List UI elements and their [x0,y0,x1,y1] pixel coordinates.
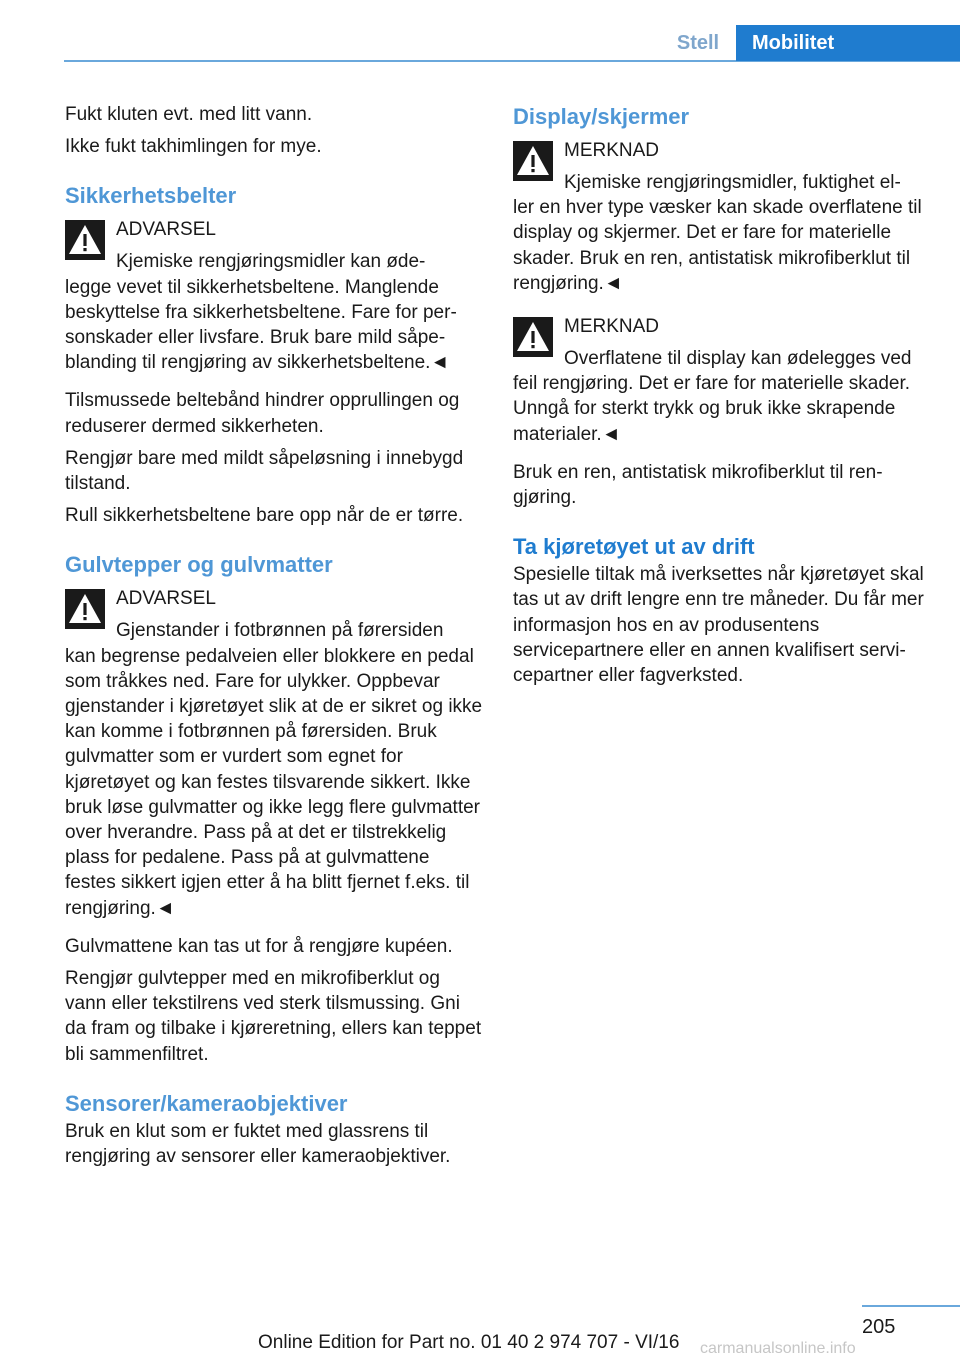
paragraph: Bruk en klut som er fuktet med glassrens til rengjøring av sensorer eller kameraobjektiver. [65,1120,451,1168]
notice-block [513,314,938,447]
paragraph: Rengjør gulvtepper med en mikrofiberklut og vann eller tekstilrens ved sterk tilsmussing. Gni da fram og tilbake i kjøreretning, ellers kan teppet bli sammenfiltret. [65,968,482,1065]
page-number: 205 [862,1316,896,1338]
warning-title: ADVARSEL [116,219,216,241]
notice-text: ler en hver type væsker kan skade overflatene til display og skjermer. Det er fare for materielle skader. Bruk en ren, antistatisk mikrofiberklut til rengjøring.◄ [513,197,922,294]
warning-triangle-icon [65,220,105,260]
warning-triangle-icon [65,589,105,629]
right-column [513,102,938,688]
warning-text-first-line: Kjemiske rengjøringsmidler kan øde- [116,251,426,273]
warning-block [65,217,485,375]
tab-mobilitet[interactable]: Mobilitet [736,25,960,61]
section-heading-sensorer: Sensorer/kameraobjektiver [65,1090,348,1116]
section-heading-sikkerhetsbelter: Sikkerhetsbelter [65,183,237,209]
paragraph: Rengjør bare med mildt såpeløsning i innebygd tilstand. [65,447,464,495]
paragraph: Spesielle tiltak må iverksettes når kjøretøyet skal tas ut av drift lengre enn tre måneder. Du får mer informasjon hos en av produsentens servicepartnere eller en annen kvalifisert servicepartner eller fagverksted. [513,564,924,687]
section-heading-gulvtepper: Gulvtepper og gulvmatter [65,552,333,578]
notice-text-first-line: Overflatene til display kan ødelegges ved [564,348,912,370]
notice-block [513,138,938,296]
notice-text-first-line: Kjemiske rengjøringsmidler, fuktighet el- [564,172,901,193]
tab-stell[interactable]: Stell [676,32,720,54]
warning-text: kan begrense pedalveien eller blokkere en pedal som tråkkes ned. Fare for ulykker. Oppbevar gjenstander i kjøretøyet slik at de er sikret og ikke kan komme i fotbrønnen på førersiden. Bruk gulvmatter som er vurdert som egnet for kjøretøyet og kan festes tilsvarende sikkert. Ikke bruk løse gulvmatter og ikke legg flere gulvmatter over hverandre. Pass på at det er tilstrekkelig plass for pedalene. Pass på at gulvmattene festes sikkert igjen etter å ha blitt fjernet f.eks. til rengjøring.◄ [65,645,483,919]
section-heading-ut-av-drift: Ta kjøretøyet ut av drift [513,534,755,560]
warning-block [65,586,485,920]
footer-rule [862,1305,960,1307]
left-column [65,102,485,1169]
paragraph: Rull sikkerhetsbeltene bare opp når de er tørre. [65,505,464,527]
paragraph: Ikke fukt takhimlingen for mye. [65,136,322,158]
notice-title: MERKNAD [564,140,660,161]
warning-text-first-line: Gjenstander i fotbrønnen på førersiden [116,620,444,642]
warning-triangle-icon [513,317,553,357]
warning-title: ADVARSEL [116,588,216,610]
section-heading-display: Display/skjermer [513,104,690,129]
notice-title: MERKNAD [564,316,660,338]
warning-text: legge vevet til sikkerhetsbeltene. Manglende beskyttelse fra sikkerhetsbeltene. Fare for personskader eller livsfare. Bruk bare mild såpeblanding til rengjøring av sikkerhetsbeltene.◄ [65,276,457,374]
paragraph: Gulvmattene kan tas ut for å rengjøre kupéen. [65,935,453,957]
paragraph: Fukt kluten evt. med litt vann. [65,104,313,125]
paragraph: Bruk en ren, antistatisk mikrofiberklut til rengjøring. [513,461,883,509]
paragraph: Tilsmussede beltebånd hindrer opprullingen og reduserer dermed sikkerheten. [65,390,460,437]
notice-text: feil rengjøring. Det er fare for materielle skader. Unngå for sterkt trykk og bruk ikke skrapende materialer.◄ [513,373,911,445]
watermark: carmanualsonline.info [700,1340,856,1357]
warning-triangle-icon [513,141,553,181]
edition-note: Online Edition for Part no. 01 40 2 974 707 - VI/16 [258,1332,680,1353]
